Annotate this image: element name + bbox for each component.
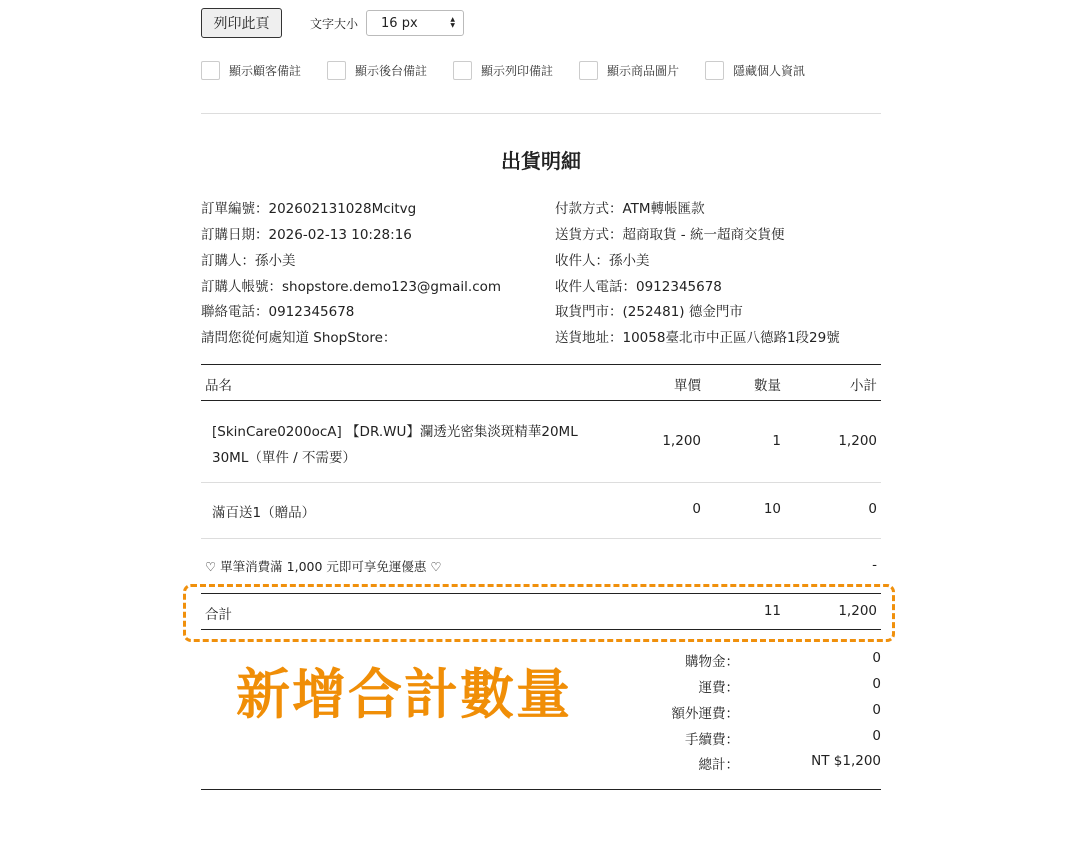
option-hide-personal-info[interactable] [705, 61, 831, 80]
summary-label-extra-shipping: 額外運費： [671, 706, 739, 722]
summary-value-grand-total: NT $1,200 [811, 753, 881, 769]
summary-value-shipping: 0 [872, 676, 881, 692]
header-subtotal: 小計 [850, 378, 877, 394]
row-divider [201, 538, 881, 539]
option-label: 隱藏個人資訊 [733, 64, 806, 78]
select-arrows-icon: ▲ ▼ [450, 16, 456, 29]
pickup-store: 取貨門市：(252481) 德金門市 [555, 304, 743, 320]
option-show-admin-note[interactable] [327, 61, 453, 80]
recipient-name: 收件人：孫小美 [555, 253, 650, 269]
buyer-account: 訂購人帳號：shopstore.demo123@gmail.com [201, 279, 502, 295]
product-spec: 30ML（單件 / 不需要） [212, 450, 356, 466]
checkbox[interactable] [705, 61, 724, 80]
display-options [201, 61, 831, 80]
unit-price: 0 [692, 501, 701, 517]
toolbar [201, 8, 464, 38]
shipping-method: 送貨方式：超商取貨 - 統一超商交貨便 [555, 227, 785, 243]
promo-text: ♡ 單筆消費滿 1,000 元即可享免運優惠 ♡ [205, 559, 442, 574]
total-subtotal: 1,200 [838, 603, 877, 619]
summary-label-shipping: 運費： [698, 680, 739, 696]
total-label: 合計 [205, 607, 232, 623]
checkbox[interactable] [579, 61, 598, 80]
referral-source: 請問您從何處知道 ShopStore： [201, 330, 397, 346]
option-label: 顯示商品圖片 [607, 64, 680, 78]
annotation-text: 新增合計數量 [236, 663, 572, 726]
summary-label-shopping-credit: 購物金： [685, 654, 739, 670]
divider [201, 113, 881, 114]
document-title: 出貨明細 [501, 149, 581, 173]
recipient-phone: 收件人電話：0912345678 [555, 279, 722, 295]
checkbox[interactable] [453, 61, 472, 80]
quantity: 10 [763, 501, 781, 517]
checkbox[interactable] [201, 61, 220, 80]
summary-label-handling-fee: 手續費： [685, 732, 739, 748]
product-name: [SkinCare0200ocA] 【DR.WU】瀾透光密集淡斑精華20ML [212, 424, 578, 440]
font-size-value: 16 px [381, 15, 418, 31]
option-show-product-image[interactable] [579, 61, 705, 80]
subtotal: 1,200 [838, 433, 877, 449]
option-show-customer-note[interactable] [201, 61, 327, 80]
promo-value: - [872, 557, 877, 573]
subtotal: 0 [868, 501, 877, 517]
summary-value-shopping-credit: 0 [872, 650, 881, 666]
table-header-border [201, 400, 881, 401]
header-qty: 數量 [754, 378, 781, 394]
option-show-print-note[interactable] [453, 61, 579, 80]
order-date: 訂購日期：2026-02-13 10:28:16 [201, 227, 412, 243]
font-size-select[interactable] [366, 10, 464, 36]
checkbox[interactable] [327, 61, 346, 80]
summary-value-extra-shipping: 0 [872, 702, 881, 718]
highlight-box [183, 584, 895, 642]
print-page-button[interactable]: 列印此頁 [201, 8, 282, 38]
header-price: 單價 [674, 378, 701, 394]
payment-method: 付款方式：ATM轉帳匯款 [555, 201, 705, 217]
quantity: 1 [772, 433, 781, 449]
unit-price: 1,200 [662, 433, 701, 449]
table-top-border [201, 364, 881, 365]
document-bottom-border [201, 789, 881, 790]
header-name: 品名 [205, 378, 232, 394]
option-label: 顯示顧客備註 [229, 64, 302, 78]
option-label: 顯示列印備註 [481, 64, 554, 78]
order-number: 訂單編號：202602131028Mcitvg [201, 201, 417, 217]
option-label: 顯示後台備註 [355, 64, 428, 78]
font-size-label: 文字大小 [310, 16, 359, 31]
summary-value-handling-fee: 0 [872, 728, 881, 744]
total-quantity: 11 [763, 603, 781, 619]
contact-phone: 聯絡電話：0912345678 [201, 304, 355, 320]
product-name: 滿百送1（贈品） [212, 505, 316, 521]
row-divider [201, 482, 881, 483]
summary-label-grand-total: 總計： [698, 757, 739, 773]
delivery-address: 送貨地址：10058臺北市中正區八德路1段29號 [555, 330, 840, 346]
buyer-name: 訂購人：孫小美 [201, 253, 296, 269]
